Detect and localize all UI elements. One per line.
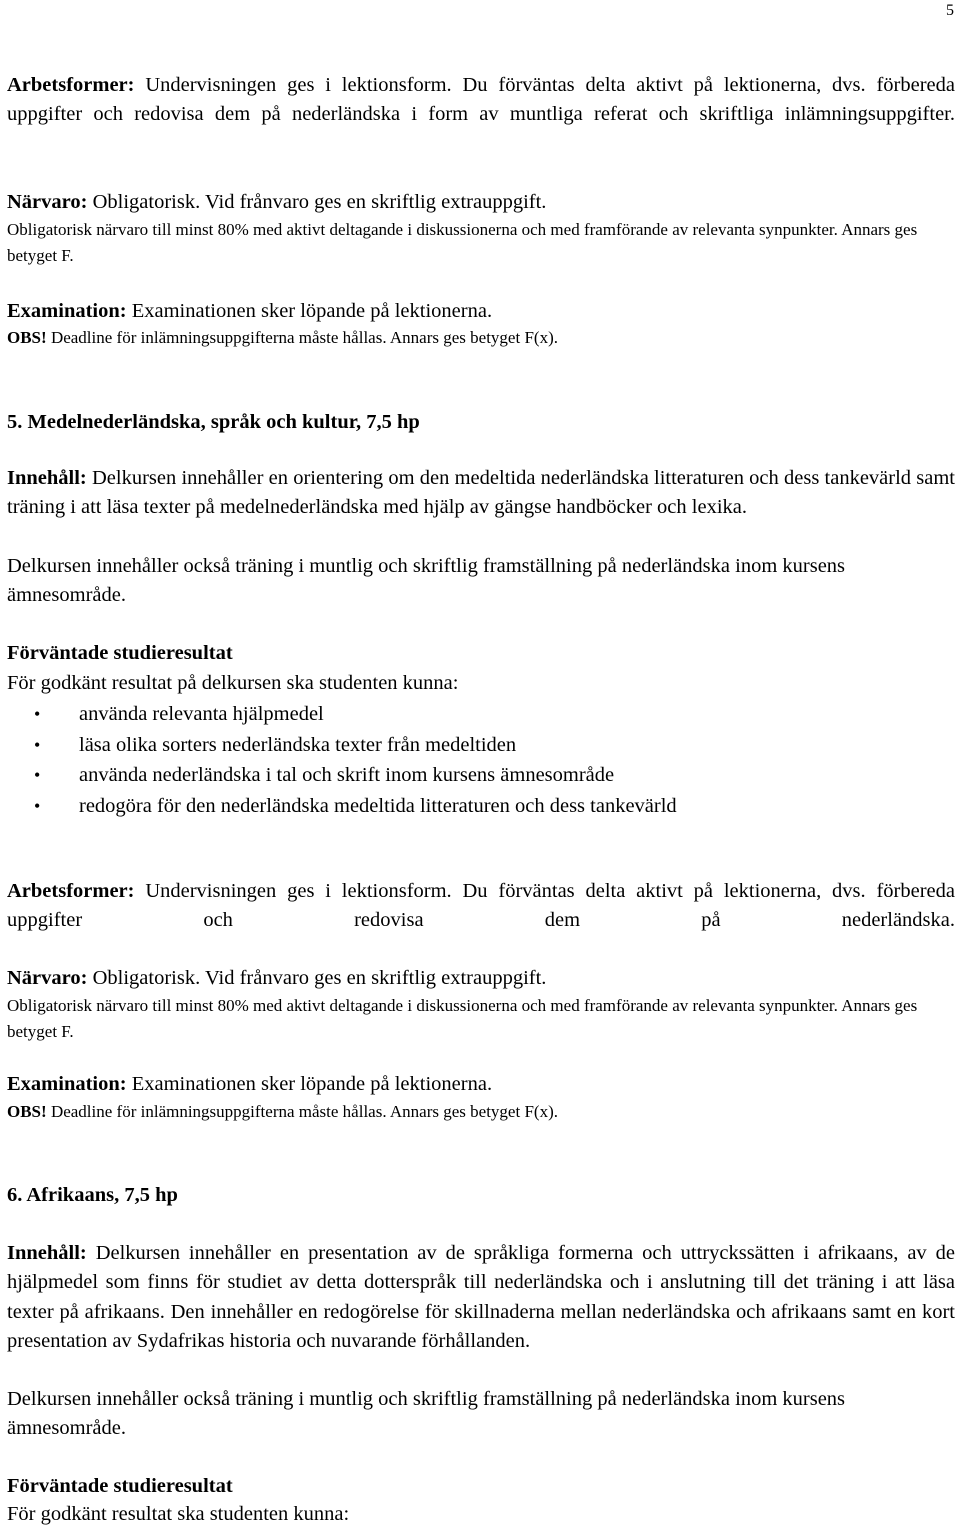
list-item: • läsa olika sorters nederländska texter från medeltiden	[7, 730, 955, 761]
narvaro-label: Närvaro:	[7, 191, 88, 213]
examination-label: Examination:	[7, 300, 127, 322]
list-item: • redogöra för den nederländska medeltida litteraturen och dess tankevärld	[7, 791, 955, 822]
narvaro-label: Närvaro:	[7, 967, 88, 989]
sec5-outcomes-list	[7, 699, 955, 822]
obs-text: Deadline för inlämningsuppgifterna måste hållas. Annars ges betyget F(x).	[46, 1102, 558, 1121]
narvaro-text: Obligatorisk. Vid frånvaro ges en skriftlig extrauppgift.	[87, 191, 547, 213]
sec6-innehall	[7, 1239, 955, 1357]
innehall-label: Innehåll:	[7, 1242, 87, 1264]
sec5-narvaro-detail: Obligatorisk närvaro till minst 80% med aktivt deltagande i diskussionerna och med framförande av relevanta synpunkter. Annars ges betyget F.	[7, 996, 918, 1041]
sec5-narvaro	[7, 964, 955, 993]
arbetsformer-label: Arbetsformer:	[7, 880, 135, 902]
arbetsformer-text: Undervisningen ges i lektionsform. Du förväntas delta aktivt på lektionerna, dvs. förbereda uppgifter och redovisa dem på nederländska i form av muntliga referat och skriftliga inlämningsuppgifter.	[7, 74, 955, 126]
examination-label: Examination:	[7, 1073, 127, 1095]
sec6-forvantade-heading	[7, 1472, 955, 1501]
sec4-examination	[7, 297, 955, 326]
sec5-examination	[7, 1070, 955, 1099]
examination-text: Examinationen sker löpande på lektionerna.	[126, 1073, 493, 1095]
arbetsformer-text: Undervisningen ges i lektionsform. Du förväntas delta aktivt på lektionerna, dvs. förbereda uppgifter och redovisa dem på nederländska.	[7, 880, 955, 932]
sec4-narvaro	[7, 188, 955, 217]
sec6-forvantade-intro: För godkänt resultat ska studenten kunna:	[7, 1503, 350, 1525]
sec4-arbetsformer	[7, 71, 955, 130]
narvaro-text: Obligatorisk. Vid frånvaro ges en skriftlig extrauppgift.	[87, 967, 547, 989]
sec4-obs	[7, 325, 955, 351]
sec5-innehall-2: Delkursen innehåller också träning i muntlig och skriftlig framställning på nederländska inom kursens ämnesområde.	[7, 555, 846, 607]
sec5-forvantade-heading	[7, 639, 955, 668]
sec5-heading-text: 5. Medelnederländska, språk och kultur, 7,5 hp	[7, 411, 420, 433]
obs-text: Deadline för inlämningsuppgifterna måste hållas. Annars ges betyget F(x).	[46, 328, 558, 347]
sec5-innehall	[7, 464, 955, 523]
sec5-forvantade-intro: För godkänt resultat på delkursen ska studenten kunna:	[7, 672, 459, 694]
page-number: 5	[946, 2, 954, 19]
innehall-text: Delkursen innehåller en presentation av de språkliga formerna och uttryckssätten i afrikaans, av de hjälpmedel som finns för studiet av detta dotterspråk till nederländska och i anslutning till det träning i att läsa texter på afrikaans. Den innehåller en redogörelse för skillnaderna mellan nederländska och afrikaans samt en kort presentation av Sydafrikas historia och nuvarande förhållanden.	[7, 1242, 955, 1353]
sec6-heading-text: 6. Afrikaans, 7,5 hp	[7, 1184, 178, 1206]
sec5-obs	[7, 1099, 955, 1125]
innehall-label: Innehåll:	[7, 467, 87, 489]
forvantade-heading-text: Förväntade studieresultat	[7, 1475, 233, 1497]
list-item: • använda relevanta hjälpmedel	[7, 699, 955, 730]
obs-label: OBS!	[7, 328, 47, 347]
sec4-narvaro-detail: Obligatorisk närvaro till minst 80% med aktivt deltagande i diskussionerna och med framförande av relevanta synpunkter. Annars ges betyget F.	[7, 220, 918, 265]
sec5-heading	[7, 408, 955, 437]
sec6-innehall-2: Delkursen innehåller också träning i muntlig och skriftlig framställning på nederländska inom kursens ämnesområde.	[7, 1388, 846, 1440]
forvantade-heading-text: Förväntade studieresultat	[7, 642, 233, 664]
examination-text: Examinationen sker löpande på lektionerna.	[126, 300, 493, 322]
sec5-arbetsformer	[7, 877, 955, 936]
list-item: • använda nederländska i tal och skrift inom kursens ämnesområde	[7, 760, 955, 791]
sec6-heading	[7, 1181, 955, 1210]
obs-label: OBS!	[7, 1102, 47, 1121]
innehall-text: Delkursen innehåller en orientering om den medeltida nederländska litteraturen och dess tankevärld samt träning i att läsa texter på medelnederländska med hjälp av gängse handböcker och lexika.	[7, 467, 955, 519]
arbetsformer-label: Arbetsformer:	[7, 74, 135, 96]
